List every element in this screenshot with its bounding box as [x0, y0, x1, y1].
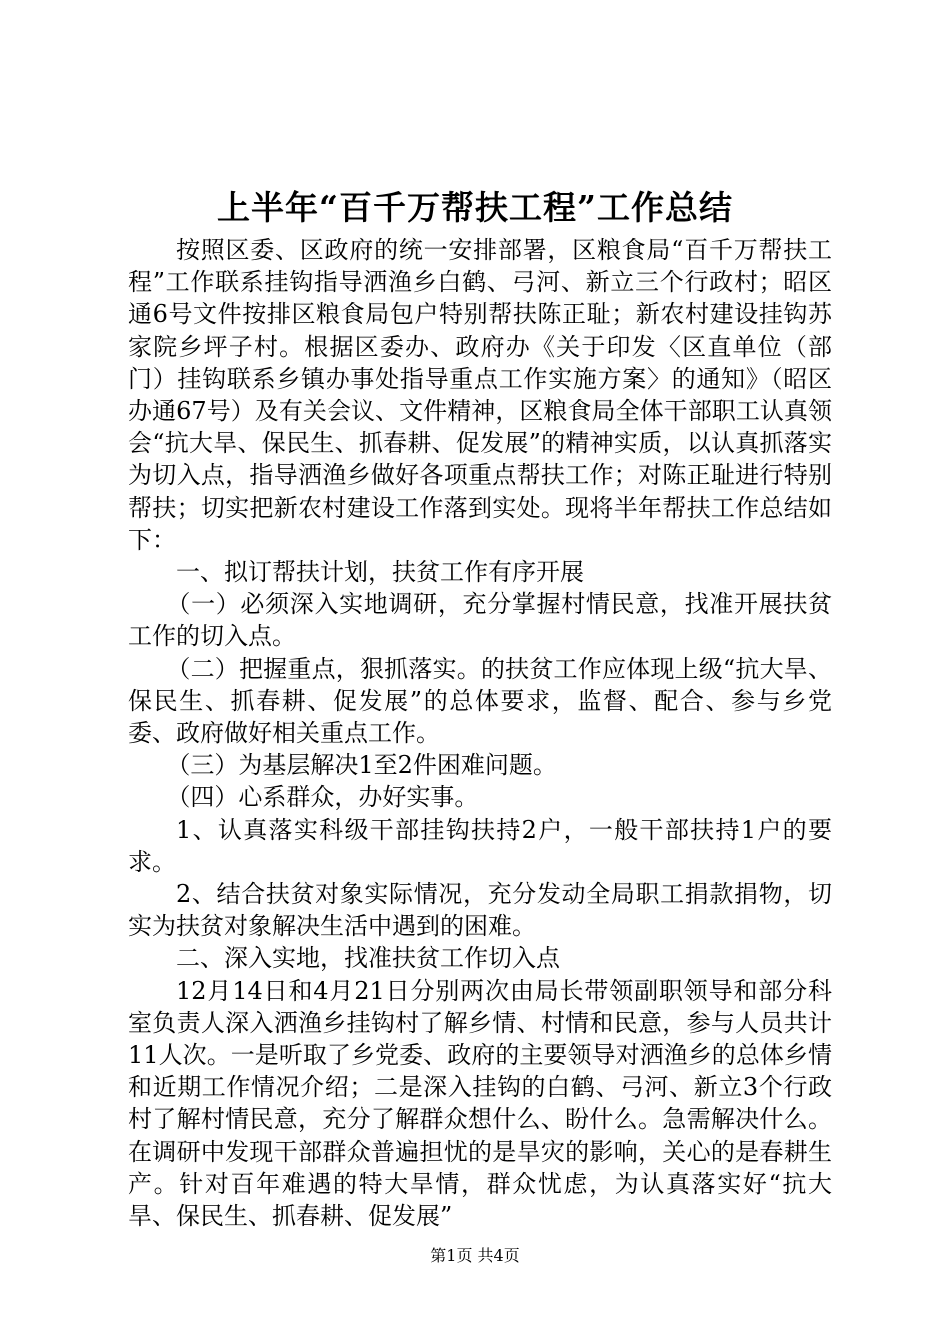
paragraph-item-2: （二）把握重点，狠抓落实。的扶贫工作应体现上级“抗大旱、保民生、抓春耕、促发展”的总体要求，监督、配合、参与乡党委、政府做好相关重点工作。	[128, 654, 832, 748]
paragraph-item-4: （四）心系群众，办好实事。	[166, 783, 479, 812]
paragraph-intro: 按照区委、区政府的统一安排部署，区粮食局“百千万帮扶工程”工作联系挂钩指导洒渔乡白鹤、弓河、新立三个行政村；昭区通6号文件按排区粮食局包户特别帮扶陈正耻；新农村建设挂钩苏家院乡坪子村。根据区委办、政府办《关于印发〈区直单位（部门）挂钩联系乡镇办事处指导重点工作实施方案〉的通知》（昭区办通67号）及有关会议、文件精神，区粮食局全体干部职工认真领会“抗大旱、保民生、抓春耕、促发展”的精神实质，以认真抓落实为切入点，指导洒渔乡做好各项重点帮扶工作；对陈正耻进行特别帮扶；切实把新农村建设工作落到实处。现将半年帮扶工作总结如下：	[128, 236, 832, 554]
document-body	[128, 234, 832, 1232]
paragraph-subitem-1: 1、认真落实科级干部挂钩扶持2户，一般干部扶持1户的要求。	[128, 815, 832, 876]
document-title: 上半年“百千万帮扶工程”工作总结	[217, 188, 733, 227]
paragraph-item-1: （一）必须深入实地调研，充分掌握村情民意，找准开展扶贫工作的切入点。	[128, 590, 832, 651]
paragraph-survey: 12月14日和4月21日分别两次由局长带领副职领导和部分科室负责人深入洒渔乡挂钩村了解乡情、村情和民意，参与人员共计11人次。一是听取了乡党委、政府的主要领导对洒渔乡的总体乡情和近期工作情况介绍；二是深入挂钩的白鹤、弓河、新立3个行政村了解村情民意，充分了解群众想什么、盼什么。急需解决什么。在调研中发现干部群众普遍担忧的是旱灾的影响，关心的是春耕生产。针对百年难遇的特大旱情，群众忧虑，为认真落实好“抗大旱、保民生、抓春耕、促发展”	[128, 976, 832, 1231]
paragraph-subitem-2: 2、结合扶贫对象实际情况，充分发动全局职工捐款捐物，切实为扶贫对象解决生活中遇到的困难。	[128, 880, 832, 941]
section-heading-1: 一、拟订帮扶计划，扶贫工作有序开展	[176, 558, 584, 587]
paragraph-item-3: （三）为基层解决1至2件困难问题。	[166, 751, 557, 780]
page-footer: 第1页 共4页	[430, 1246, 520, 1265]
section-heading-2: 二、深入实地，找准扶贫工作切入点	[176, 944, 560, 973]
